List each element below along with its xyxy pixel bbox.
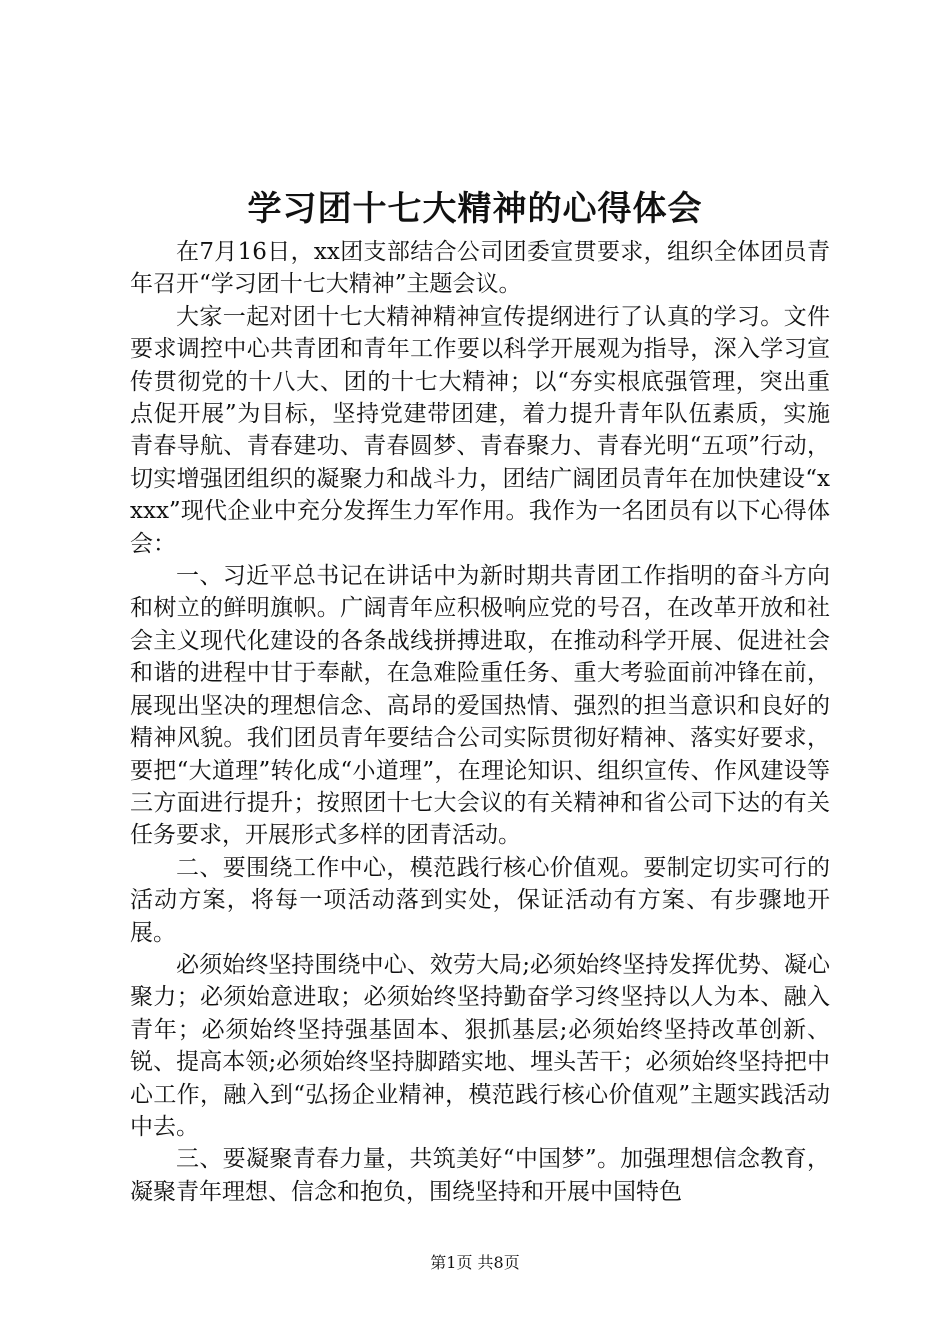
paragraph-point-three: 三、要凝聚青春力量，共筑美好“中国梦”。加强理想信念教育，凝聚青年理想、信念和抱负，围绕坚持和开展中国特色 (130, 1146, 830, 1205)
document-body (130, 236, 830, 1208)
page-number-footer: 第1页 共8页 (430, 1253, 520, 1272)
paragraph-point-two: 二、要围绕工作中心，模范践行核心价值观。要制定切实可行的活动方案，将每一项活动落到实处，保证活动有方案、有步骤地开展。 (130, 854, 830, 946)
paragraph-meeting-intro: 在7月16日，xx团支部结合公司团委宣贯要求，组织全体团员青年召开“学习团十七大精神”主题会议。 (130, 239, 830, 298)
paragraph-study-summary: 大家一起对团十七大精神精神宣传提纲进行了认真的学习。文件要求调控中心共青团和青年工作要以科学开展观为指导，深入学习宣传贯彻党的十八大、团的十七大精神；以“夯实根底强管理，突出重点促开展”为目标，坚持党建带团建，着力提升青年队伍素质，实施青春导航、青春建功、青春圆梦、青春聚力、青春光明“五项”行动，切实增强团组织的凝聚力和战斗力，团结广阔团员青年在加快建设“xxxx”现代企业中充分发挥生力军作用。我作为一名团员有以下心得体会： (130, 303, 830, 557)
paragraph-point-one: 一、习近平总书记在讲话中为新时期共青团工作指明的奋斗方向和树立的鲜明旗帜。广阔青年应积极响应党的号召，在改革开放和社会主义现代化建设的各条战线拼搏进取，在推动科学开展、促进社会和谐的进程中甘于奉献，在急难险重任务、重大考验面前冲锋在前，展现出坚决的理想信念、高昂的爱国热情、强烈的担当意识和良好的精神风貌。我们团员青年要结合公司实际贯彻好精神、落实好要求，要把“大道理”转化成“小道理”，在理论知识、组织宣传、作风建设等三方面进行提升；按照团十七大会议的有关精神和省公司下达的有关任务要求，开展形式多样的团青活动。 (130, 563, 830, 849)
document-title: 学习团十七大精神的心得体会 (247, 189, 703, 229)
paragraph-requirements: 必须始终坚持围绕中心、效劳大局;必须始终坚持发挥优势、凝心聚力；必须始意进取；必须始终坚持勤奋学习终坚持以人为本、融入青年；必须始终坚持强基固本、狠抓基层;必须始终坚持改革创新、锐、提高本领;必须始终坚持脚踏实地、埋头苦干；必须始终坚持把中心工作，融入到“弘扬企业精神，模范践行核心价值观”主题实践活动中去。 (130, 951, 830, 1140)
